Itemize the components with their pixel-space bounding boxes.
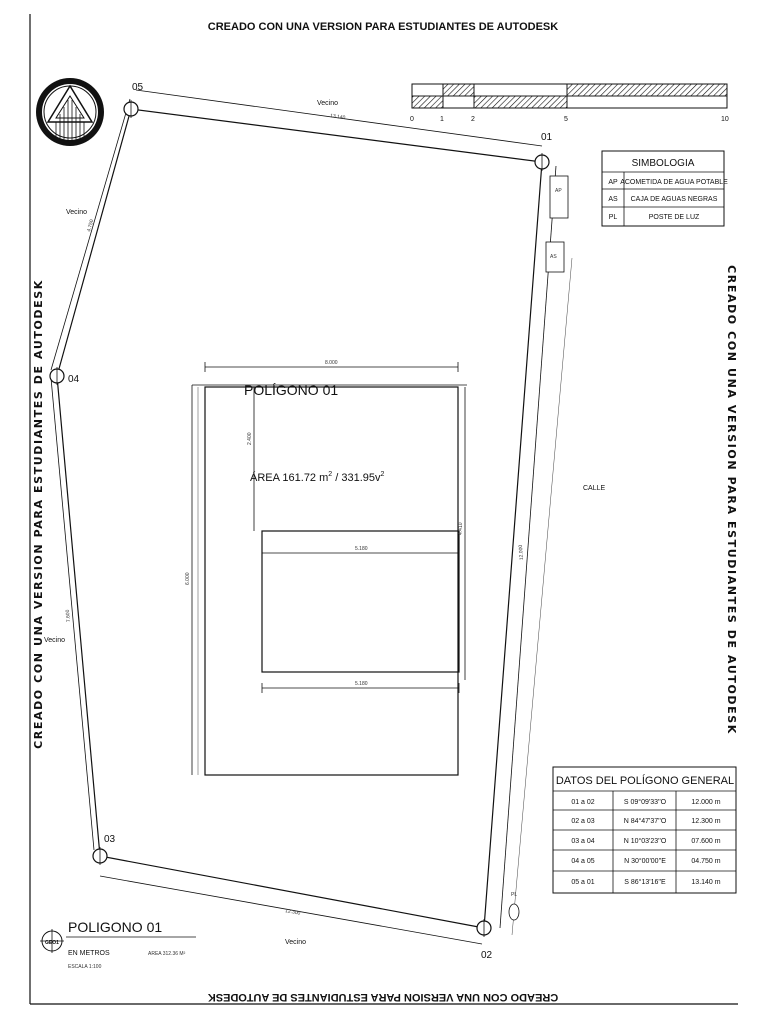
scale-bar bbox=[410, 84, 729, 123]
legend-code: AS bbox=[608, 196, 618, 203]
scale-tick: 10 bbox=[721, 116, 729, 123]
area-text: ÁREA 161.72 $m^2 / 331.95v^2$ bbox=[250, 471, 385, 484]
svg-text:05: 05 bbox=[132, 82, 144, 93]
watermark-bottom: CREADO CON UNA VERSION PARA ESTUDIANTES DE AUTODESK bbox=[207, 991, 559, 1003]
title-block-units: EN METROS bbox=[68, 950, 110, 957]
dim-left-upper-edge: 4.750 bbox=[86, 218, 96, 233]
dim-right-edge: 12.000 bbox=[517, 544, 525, 561]
vertex-02 bbox=[477, 919, 493, 961]
dim-left-lower-edge: 7.600 bbox=[64, 609, 72, 623]
table-cell-dist: 13.140 m bbox=[691, 879, 721, 886]
svg-text:02: 02 bbox=[481, 950, 493, 961]
table-cell-bearing: N 10°03'23''O bbox=[623, 838, 667, 845]
table-cell-bearing: N 84°47'37''O bbox=[623, 818, 667, 825]
vertex-04 bbox=[50, 367, 80, 385]
neighbor-label-bottom: Vecino bbox=[285, 939, 307, 946]
dim-bottom-edge: 12.300 bbox=[284, 908, 301, 917]
title-block-area: AREA 312.36 M² bbox=[148, 951, 186, 957]
dim-top-edge: 13.140 bbox=[329, 113, 346, 122]
table-cell-dist: 12.000 m bbox=[691, 799, 721, 806]
inner-polygon bbox=[185, 360, 467, 775]
dim-inner-right: 4.410 bbox=[458, 522, 464, 535]
water-connection-marker bbox=[550, 176, 568, 218]
table-cell-seg: 02 a 03 bbox=[571, 818, 595, 825]
legend-desc: CAJA DE AGUAS NEGRAS bbox=[630, 196, 718, 203]
polygon-data-table bbox=[553, 767, 736, 893]
vertex-05 bbox=[124, 82, 144, 118]
vertex-03 bbox=[93, 834, 116, 865]
table-cell-seg: 01 a 02 bbox=[571, 799, 595, 806]
scale-tick: 1 bbox=[440, 116, 444, 123]
legend-desc: ACOMETIDA DE AGUA POTABLE bbox=[620, 179, 728, 186]
table-cell-seg: 05 a 01 bbox=[571, 879, 595, 886]
table-cell-bearing: S 09°09'33''O bbox=[623, 799, 667, 806]
legend-table bbox=[602, 151, 728, 226]
north-arrow-icon bbox=[36, 78, 104, 146]
sewer-box-marker bbox=[546, 242, 564, 272]
watermark-top: CREADO CON UNA VERSION PARA ESTUDIANTES DE AUTODESK bbox=[207, 21, 559, 33]
neighbor-label-left-upper: Vecino bbox=[66, 209, 88, 216]
legend-code: PL bbox=[608, 214, 618, 221]
street-label: CALLE bbox=[583, 485, 606, 492]
table-cell-seg: 04 a 05 bbox=[571, 858, 595, 865]
light-pole-marker bbox=[509, 892, 519, 920]
dim-inner-top: 8.000 bbox=[325, 360, 338, 366]
svg-text:01: 01 bbox=[541, 132, 553, 143]
legend-title: SIMBOLOGIA bbox=[631, 158, 695, 169]
table-cell-bearing: N 30°00'00''E bbox=[624, 858, 666, 865]
scale-tick: 5 bbox=[564, 116, 568, 123]
svg-text:PL: PL bbox=[511, 892, 518, 898]
watermark-right: CREADO CON UNA VERSION PARA ESTUDIANTES DE AUTODESK bbox=[725, 265, 738, 735]
svg-text:AS: AS bbox=[550, 254, 557, 260]
title-block-scale: ESCALA 1:100 bbox=[68, 964, 102, 970]
title-block-title: POLIGONO 01 bbox=[68, 919, 163, 935]
property-boundary bbox=[51, 90, 572, 944]
dim-inner-bottom: 5.180 bbox=[355, 681, 368, 687]
svg-text:04: 04 bbox=[68, 374, 80, 385]
svg-text:AP: AP bbox=[555, 188, 562, 194]
neighbor-label-left-lower: Vecino bbox=[44, 637, 66, 644]
table-title: DATOS DEL POLÍGONO GENERAL bbox=[555, 775, 735, 787]
table-cell-bearing: S 86°13'16''E bbox=[624, 879, 666, 886]
scale-tick: 0 bbox=[410, 116, 414, 123]
table-cell-dist: 04.750 m bbox=[691, 858, 721, 865]
neighbor-label-top: Vecino bbox=[317, 100, 339, 107]
vertex-01 bbox=[535, 132, 553, 171]
dim-inner-left: 6.000 bbox=[185, 572, 191, 585]
dim-inner-mid: 5.180 bbox=[355, 546, 368, 552]
table-cell-dist: 12.300 m bbox=[691, 818, 721, 825]
title-badge: GEO1 bbox=[45, 940, 59, 946]
scale-tick: 2 bbox=[471, 116, 475, 123]
title-block bbox=[40, 919, 196, 970]
svg-text:03: 03 bbox=[104, 834, 116, 845]
table-cell-seg: 03 a 04 bbox=[571, 838, 595, 845]
polygon-title: POLÍGONO 01 bbox=[244, 382, 339, 398]
table-cell-dist: 07.600 m bbox=[691, 838, 721, 845]
watermark-left: CREADO CON UNA VERSION PARA ESTUDIANTES DE AUTODESK bbox=[32, 279, 45, 749]
dim-inner-small: 2.400 bbox=[247, 432, 253, 445]
legend-desc: POSTE DE LUZ bbox=[648, 214, 700, 221]
legend-code: AP bbox=[608, 179, 618, 186]
